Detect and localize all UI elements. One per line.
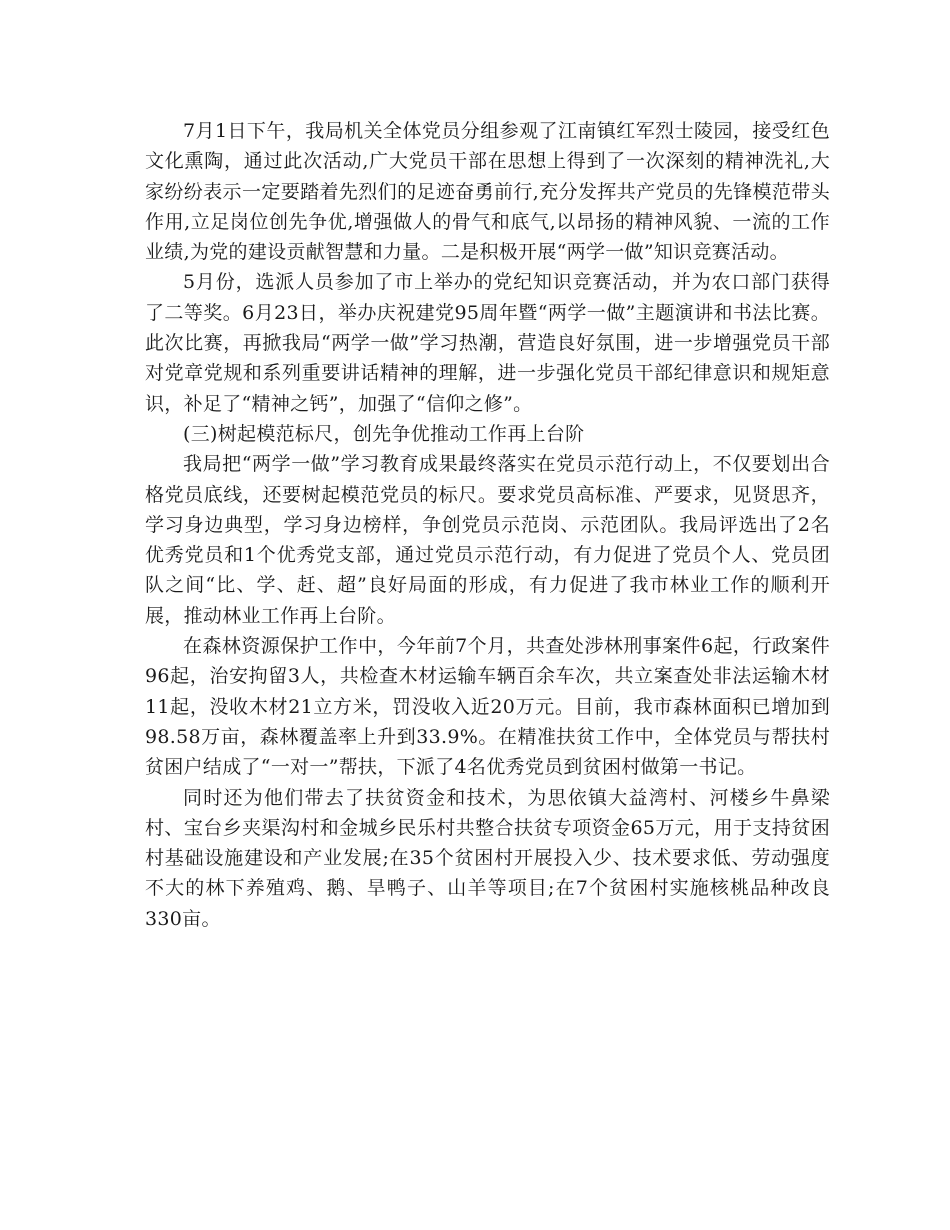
paragraph-red-culture: 7月1日下午，我局机关全体党员分组参观了江南镇红军烈士陵园，接受红色文化熏陶，通过此次活动,广大党员干部在思想上得到了一次深刻的精神洗礼,大家纷纷表示一定要踏着先烈们的足迹奋勇前行,充分发挥共产党员的先锋模范带头作用,立足岗位创先争优,增强做人的骨气和底气,以昂扬的精神风貌、一流的工作业绩,为党的建设贡献智慧和力量。二是积极开展“两学一做”知识竞赛活动。 (145, 120, 830, 264)
paragraph-model-standard: 我局把“两学一做”学习教育成果最终落实在党员示范行动上，不仅要划出合格党员底线，还要树起模范党员的标尺。要求党员高标准、严要求，见贤思齐，学习身边典型，学习身边榜样，争创党员示范岗、示范团队。我局评选出了2名优秀党员和1个优秀党支部，通过党员示范行动，有力促进了党员个人、党员团队之间“比、学、赶、超”良好局面的形成，有力促进了我市林业工作的顺利开展，推动林业工作再上台阶。 (145, 453, 830, 627)
document-body (145, 116, 830, 934)
paragraph-knowledge-contest: 5月份，选派人员参加了市上举办的党纪知识竞赛活动，并为农口部门获得了二等奖。6月23日，举办庆祝建党95周年暨“两学一做”主题演讲和书法比赛。此次比赛，再掀我局“两学一做”学习热潮，营造良好氛围，进一步增强党员干部对党章党规和系列重要讲话精神的理解，进一步强化党员干部纪律意识和规矩意识，补足了“精神之钙”，加强了“信仰之修”。 (145, 271, 830, 415)
paragraph-poverty-alleviation: 同时还为他们带去了扶贫资金和技术，为思依镇大益湾村、河楼乡牛鼻梁村、宝台乡夹渠沟村和金城乡民乐村共整合扶贫专项资金65万元，用于支持贫困村基础设施建设和产业发展;在35个贫困村开展投入少、技术要求低、劳动强度不大的林下养殖鸡、鹅、旱鸭子、山羊等项目;在7个贫困村实施核桃品种改良330亩。 (145, 786, 830, 930)
paragraph-forest-protection: 在森林资源保护工作中，今年前7个月，共查处涉林刑事案件6起，行政案件96起，治安拘留3人，共检查木材运输车辆百余车次，共立案查处非法运输木材11起，没收木材21立方米，罚没收入近20万元。目前，我市森林面积已增加到98.58万亩，森林覆盖率上升到33.9%。在精准扶贫工作中，全体党员与帮扶村贫困户结成了“一对一”帮扶，下派了4名优秀党员到贫困村做第一书记。 (145, 635, 830, 779)
section-heading: (三)树起模范标尺，创先争优推动工作再上台阶 (183, 422, 585, 445)
